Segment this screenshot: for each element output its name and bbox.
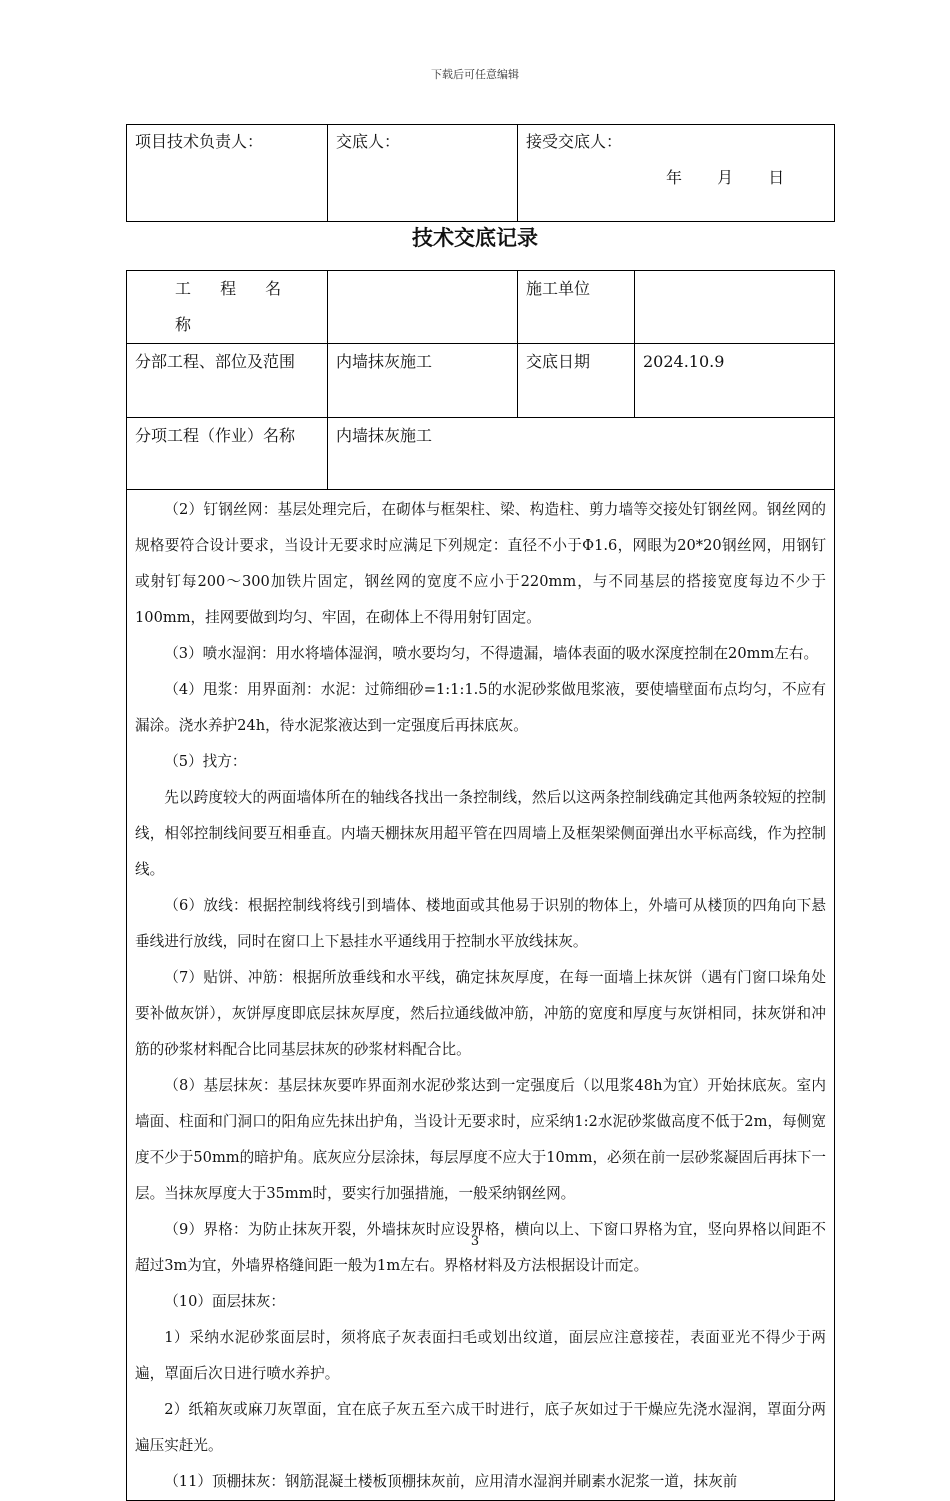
project-name-value (328, 271, 518, 344)
paragraph: 1）采纳水泥砂浆面层时，须将底子灰表面扫毛或划出纹道，面层应注意接茬，表面亚光不得少于两遍，罩面后次日进行喷水养护。 (135, 1329, 826, 1382)
tech-lead-cell (127, 125, 328, 222)
presenter-cell (328, 125, 518, 222)
info-table (126, 270, 835, 1501)
date-day: 日 (768, 168, 785, 187)
project-name-label: 工 程 名 称 (127, 271, 328, 344)
content-cell (127, 490, 835, 1501)
paragraph: （4）甩浆：用界面剂：水泥：过筛细砂=1:1:1.5的水泥砂浆做甩浆液，要使墙壁面布点均匀，不应有漏涂。浇水养护24h，待水泥浆液达到一定强度后再抹底灰。 (135, 681, 826, 734)
paragraph: （6）放线：根据控制线将线引到墙体、楼地面或其他易于识别的物体上，外墙可从楼顶的四角向下悬垂线进行放线，同时在窗口上下悬挂水平通线用于控制水平放线抹灰。 (135, 897, 826, 950)
contractor-label: 施工单位 (518, 271, 635, 344)
date-label: 交底日期 (518, 344, 635, 418)
subproject-label: 分部工程、部位及范围 (127, 344, 328, 418)
paragraph: （10）面层抹灰： (164, 1293, 285, 1310)
presenter-label: 交底人： (336, 132, 401, 151)
sign-date (526, 161, 826, 195)
paragraph: （11）顶棚抹灰：钢筋混凝土楼板顶棚抹灰前，应用清水湿润并刷素水泥浆一道，抹灰前 (164, 1473, 738, 1490)
paragraph: （5）找方： (164, 753, 247, 770)
paragraph: 先以跨度较大的两面墙体所在的轴线各找出一条控制线，然后以这两条控制线确定其他两条较短的控制线，相邻控制线间要互相垂直。内墙天棚抹灰用超平管在四周墙上及框架梁侧面弹出水平标高线，作为控制线。 (135, 789, 826, 878)
header-note: 下载后可任意编辑 (431, 68, 519, 81)
page-number: 3 (470, 1234, 480, 1249)
paragraph: （3）喷水湿润：用水将墙体湿润，喷水要均匀，不得遗漏，墙体表面的吸水深度控制在20mm左右。 (164, 645, 819, 662)
item-value: 内墙抹灰施工 (328, 418, 835, 490)
receiver-label: 接受交底人： (526, 132, 623, 151)
paragraph: （2）钉钢丝网：基层处理完后，在砌体与框架柱、梁、构造柱、剪力墙等交接处钉钢丝网。钢丝网的规格要符合设计要求，当设计无要求时应满足下列规定：直径不小于Φ1.6，网眼为20*20钢丝网，用钢钉或射钉每200～300加铁片固定，钢丝网的宽度不应小于220mm，与不同基层的搭接宽度每边不少于100mm，挂网要做到均匀、牢固，在砌体上不得用射钉固定。 (135, 501, 826, 626)
receiver-cell (518, 125, 835, 222)
signature-table (126, 124, 835, 222)
page-title: 技术交底记录 (412, 226, 538, 250)
subproject-value: 内墙抹灰施工 (328, 344, 518, 418)
contractor-value (635, 271, 835, 344)
date-year: 年 (666, 168, 683, 187)
date-value: 2024.10.9 (635, 344, 835, 418)
paragraph: （8）基层抹灰：基层抹灰要咋界面剂水泥砂浆达到一定强度后（以甩浆48h为宜）开始抹底灰。室内墙面、柱面和门洞口的阳角应先抹出护角，当设计无要求时，应采纳1:2水泥砂浆做高度不低于2m，每侧宽度不少于50mm的暗护角。底灰应分层涂抹，每层厚度不应大于10mm，必须在前一层砂浆凝固后再抹下一层。当抹灰厚度大于35mm时，要实行加强措施，一般采纳钢丝网。 (135, 1077, 826, 1202)
paragraph: （9）界格：为防止抹灰开裂，外墙抹灰时应设界格，横向以上、下窗口界格为宜，竖向界格以间距不超过3m为宜，外墙界格缝间距一般为1m左右。界格材料及方法根据设计而定。 (135, 1221, 826, 1274)
tech-lead-label: 项目技术负责人： (135, 132, 264, 151)
paragraph: （7）贴饼、冲筋：根据所放垂线和水平线，确定抹灰厚度，在每一面墙上抹灰饼（遇有门窗口垛角处要补做灰饼），灰饼厚度即底层抹灰厚度，然后拉通线做冲筋，冲筋的宽度和厚度与灰饼相同，抹灰饼和冲筋的砂浆材料配合比同基层抹灰的砂浆材料配合比。 (135, 969, 826, 1058)
item-label: 分项工程（作业）名称 (127, 418, 328, 490)
paragraph: 2）纸箱灰或麻刀灰罩面，宜在底子灰五至六成干时进行，底子灰如过于干燥应先浇水湿润，罩面分两遍压实赶光。 (135, 1401, 826, 1454)
date-month: 月 (717, 168, 734, 187)
